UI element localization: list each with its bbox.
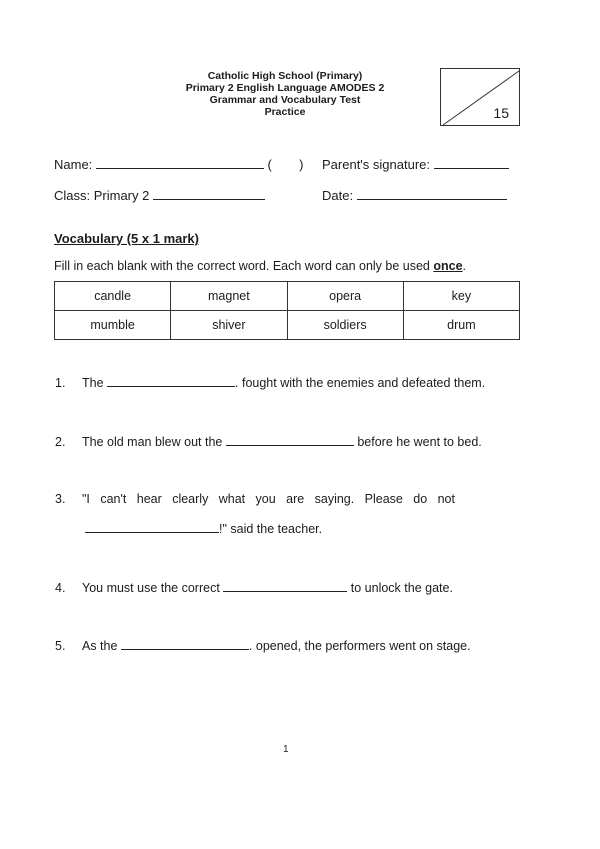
question-text [82, 581, 453, 595]
page-number: 1 [283, 744, 289, 755]
parent-signature-field[interactable] [434, 168, 509, 169]
instruction-text: Fill in each blank with the correct word. Each word can only be used [54, 259, 434, 273]
word-bank-row [55, 282, 520, 311]
class-row [54, 188, 265, 203]
answer-blank[interactable] [121, 649, 249, 650]
score-diagonal [441, 69, 521, 127]
instruction-emphasis: once [433, 259, 463, 273]
answer-blank[interactable] [107, 386, 235, 387]
word-cell: magnet [171, 282, 287, 311]
question-text-after: . opened, the performers went on stage. [248, 639, 471, 653]
subject-title: Primary 2 English Language AMODES 2 [185, 82, 385, 94]
question-text-line2 [85, 522, 322, 536]
question-text-after: to unlock the gate. [350, 581, 453, 595]
word-cell: key [403, 282, 519, 311]
word-cell: mumble [55, 311, 171, 340]
question-text-after: !" said the teacher. [219, 522, 323, 536]
index-paren-open: ( [267, 157, 272, 172]
class-field[interactable] [153, 199, 265, 200]
date-field[interactable] [357, 199, 507, 200]
question-number: 2. [55, 435, 66, 449]
class-label: Class: Primary 2 [54, 188, 150, 203]
test-title: Grammar and Vocabulary Test [209, 94, 361, 106]
question-text-after: before he went to bed. [357, 435, 482, 449]
word-cell: candle [55, 282, 171, 311]
question-text-before: The [82, 376, 104, 390]
date-label: Date: [322, 188, 354, 203]
score-total: 15 [493, 105, 509, 121]
question-text-before: You must use the correct [82, 581, 220, 595]
question-number: 3. [55, 492, 66, 506]
name-row [54, 157, 303, 172]
date-row [322, 188, 507, 203]
question-number: 5. [55, 639, 66, 653]
word-cell: opera [287, 282, 403, 311]
answer-blank[interactable] [223, 591, 347, 592]
question-text-line1: "I can't hear clearly what you are saying. Please do not [82, 492, 455, 506]
name-label: Name: [54, 157, 93, 172]
school-name: Catholic High School (Primary) [207, 70, 363, 82]
score-box [440, 68, 520, 126]
index-paren-close: ) [299, 157, 304, 172]
question-text [82, 639, 471, 653]
answer-blank[interactable] [226, 445, 354, 446]
question-number: 4. [55, 581, 66, 595]
question-text-after: . fought with the enemies and defeated them. [235, 376, 486, 390]
name-field[interactable] [96, 168, 264, 169]
question-text [82, 376, 485, 390]
word-cell: shiver [171, 311, 287, 340]
section-title: Vocabulary (5 x 1 mark) [54, 231, 199, 246]
section-instruction [54, 259, 466, 273]
word-cell: drum [403, 311, 519, 340]
question-text [82, 435, 482, 449]
parent-signature-row [322, 157, 509, 172]
word-bank-row [55, 311, 520, 340]
instruction-end: . [462, 259, 467, 273]
answer-blank[interactable] [85, 532, 219, 533]
word-cell: soldiers [287, 311, 403, 340]
parent-signature-label: Parent's signature: [322, 157, 430, 172]
question-number: 1. [55, 376, 66, 390]
word-bank-table [54, 281, 520, 340]
test-type: Practice [264, 106, 306, 118]
question-text-before: As the [82, 639, 118, 653]
question-text-before: The old man blew out the [82, 435, 223, 449]
